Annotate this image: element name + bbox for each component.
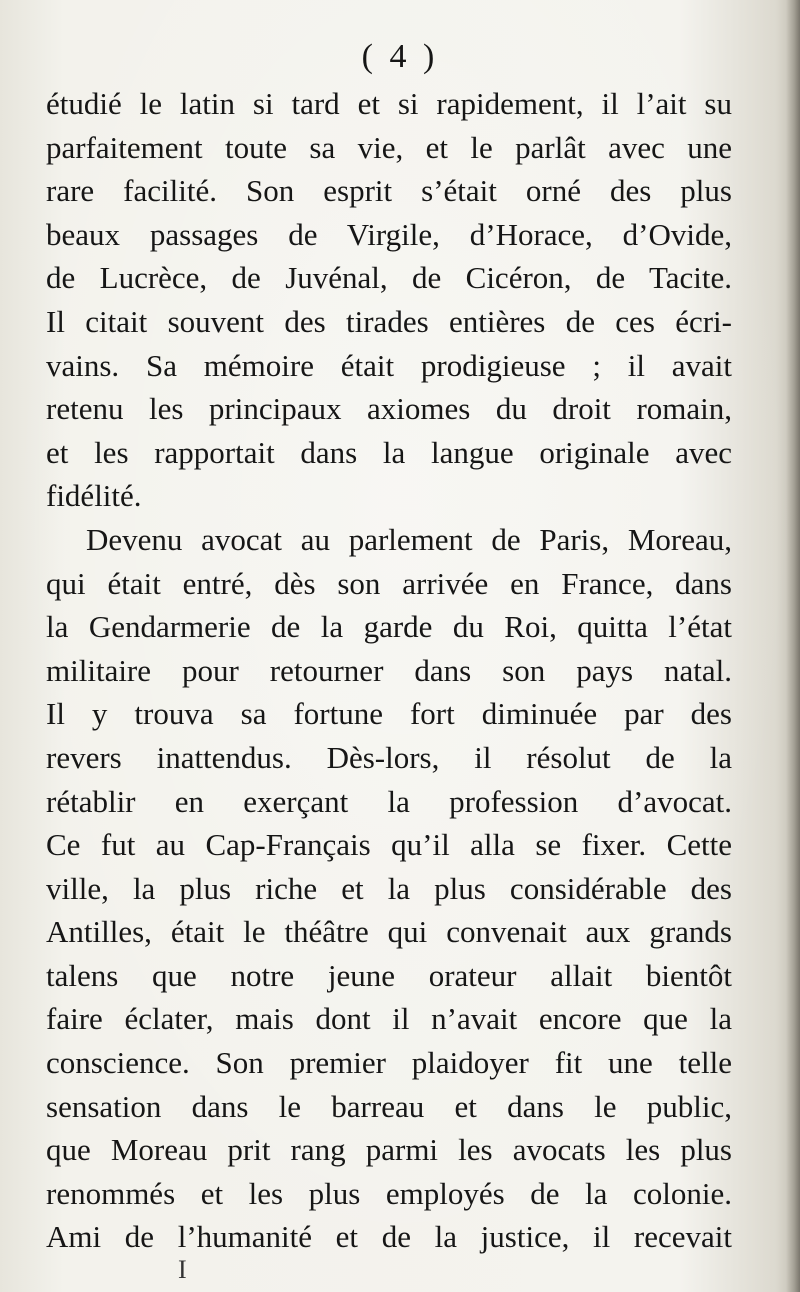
text-line: qui était entré, dès son arrivée en France, dans (46, 565, 732, 601)
text-line: que Moreau prit rang parmi les avocats les plus (46, 1132, 732, 1168)
text-line-paragraph-end: fidélité. (46, 478, 142, 514)
text-line-paragraph-start: Devenu avocat au parlement de Paris, Moreau, (86, 521, 732, 557)
text-line: revers inattendus. Dès-lors, il résolut de la (46, 739, 732, 775)
text-line: renommés et les plus employés de la colonie. (46, 1175, 732, 1211)
text-line: Il citait souvent des tirades entières de ces écri- (46, 303, 732, 339)
text-line: vains. Sa mémoire était prodigieuse ; il avait (46, 347, 732, 383)
text-line: Il y trouva sa fortune fort diminuée par des (46, 696, 732, 732)
text-line: talens que notre jeune orateur allait bientôt (46, 957, 732, 993)
text-line: étudié le latin si tard et si rapidement, il l’ait su (46, 86, 732, 121)
signature-mark: I (178, 1255, 187, 1284)
text-line: la Gendarmerie de la garde du Roi, quitta l’état (46, 609, 732, 645)
text-line: et les rapportait dans la langue originale avec (46, 434, 732, 470)
text-line: conscience. Son premier plaidoyer fit une telle (46, 1045, 732, 1081)
text-line: de Lucrèce, de Juvénal, de Cicéron, de Tacite. (46, 260, 732, 296)
text-line: Antilles, était le théâtre qui convenait aux grands (46, 914, 732, 950)
page-edge-shadow (786, 0, 800, 1292)
text-line: beaux passages de Virgile, d’Horace, d’Ovide, (46, 216, 732, 252)
text-line: Ami de l’humanité et de la justice, il recevait (46, 1219, 732, 1255)
text-line: parfaitement toute sa vie, et le parlât avec une (46, 129, 732, 165)
text-line: sensation dans le barreau et dans le public, (46, 1088, 732, 1124)
text-line: faire éclater, mais dont il n’avait encore que la (46, 1001, 732, 1037)
text-line: militaire pour retourner dans son pays natal. (46, 652, 732, 688)
page-number: ( 4 ) (361, 38, 439, 75)
text-line: retenu les principaux axiomes du droit romain, (46, 391, 732, 427)
text-line: Ce fut au Cap-Français qu’il alla se fixer. Cette (46, 827, 732, 863)
body-text (46, 82, 732, 1259)
text-line: rétablir en exerçant la profession d’avocat. (46, 783, 732, 819)
text-line: ville, la plus riche et la plus considérable des (46, 870, 732, 906)
text-line: rare facilité. Son esprit s’était orné des plus (46, 173, 732, 209)
